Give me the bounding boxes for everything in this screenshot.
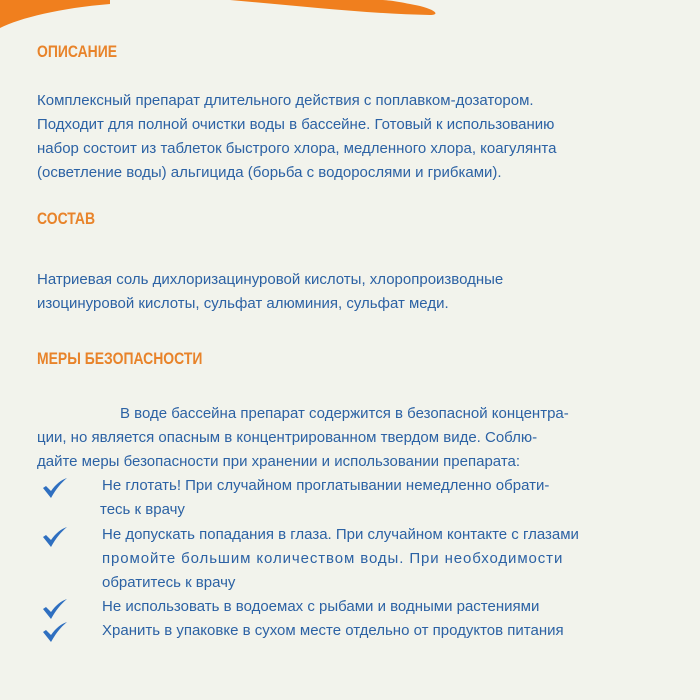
- checkmark-icon: [42, 599, 68, 619]
- safety-heading: МЕРЫ БЕЗОПАСНОСТИ: [37, 349, 203, 368]
- safety-item-line: тесь к врачу: [100, 501, 185, 518]
- description-line: Комплексный препарат длительного действия с поплавком-дозатором.: [37, 92, 534, 109]
- safety-item-line: Не глотать! При случайном проглатывании немедленно обрати-: [102, 477, 550, 494]
- safety-item: [102, 523, 579, 595]
- safety-intro-line: В воде бассейна препарат содержится в безопасной концентра-: [120, 405, 569, 422]
- safety-item: [102, 595, 539, 619]
- safety-item: [102, 619, 564, 643]
- safety-intro-line: дайте меры безопасности при хранении и использовании препарата:: [37, 453, 521, 470]
- description-line: (осветление воды) альгицида (борьба с водорослями и грибками).: [37, 164, 502, 181]
- checkmark-icon: [42, 478, 68, 498]
- checkmark-icon: [42, 527, 68, 547]
- safety-intro: [37, 402, 569, 474]
- description-text: [37, 89, 556, 185]
- safety-intro-line: ции, но является опасным в концентрированном твердом виде. Соблю-: [37, 429, 538, 446]
- composition-heading: СОСТАВ: [37, 209, 96, 228]
- safety-item: [102, 474, 549, 522]
- composition-text: [37, 268, 503, 316]
- safety-item-line: Не допускать попадания в глаза. При случайном контакте с глазами: [102, 526, 579, 543]
- safety-item-line: Хранить в упаковке в сухом месте отдельно от продуктов питания: [102, 622, 564, 639]
- safety-item-line: обратитесь к врачу: [102, 574, 236, 591]
- description-heading: ОПИСАНИЕ: [37, 42, 118, 61]
- description-line: набор состоит из таблеток быстрого хлора, медленного хлора, коагулянта: [37, 140, 557, 157]
- checkmark-icon: [42, 622, 68, 642]
- composition-line: Натриевая соль дихлоризацинуровой кислоты, хлоропроизводные: [37, 271, 504, 288]
- description-line: Подходит для полной очистки воды в бассейне. Готовый к использованию: [37, 116, 555, 133]
- safety-item-line: Не использовать в водоемах с рыбами и водными растениями: [102, 598, 540, 615]
- composition-line: изоцинуровой кислоты, сульфат алюминия, сульфат меди.: [37, 295, 449, 312]
- safety-item-line: промойте большим количеством воды. При необходимости: [102, 550, 564, 567]
